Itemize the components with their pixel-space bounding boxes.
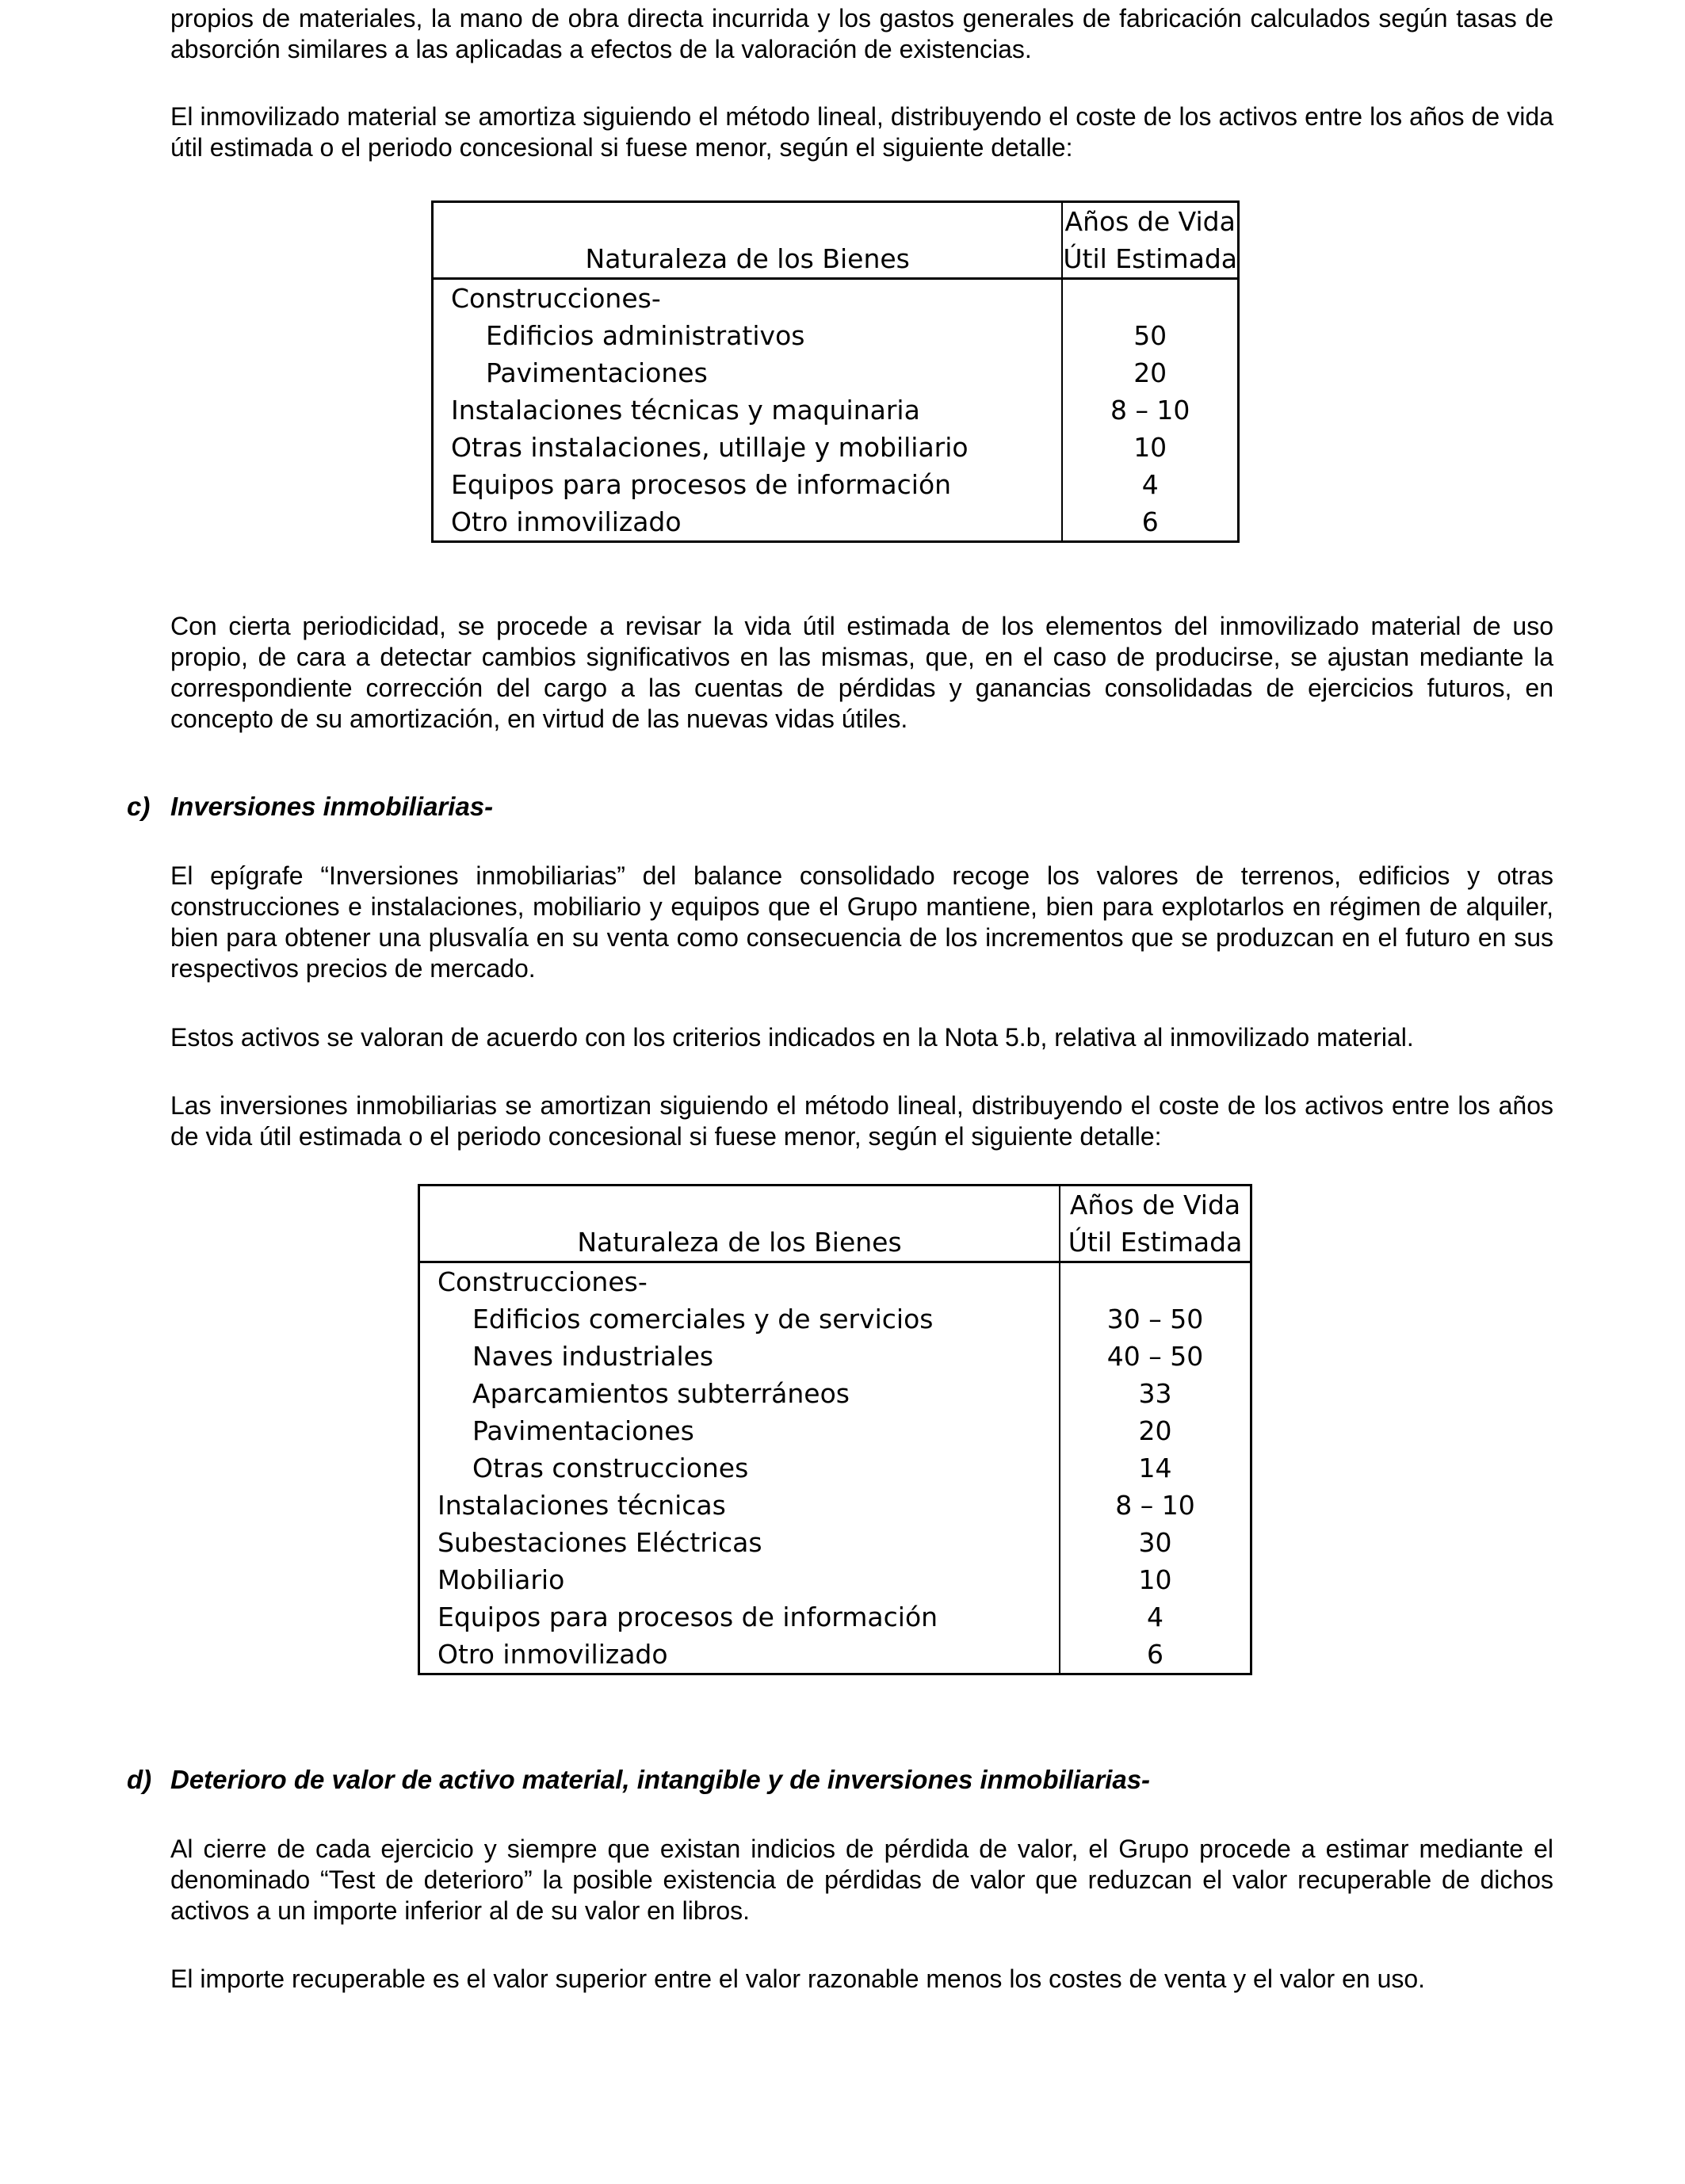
asset-years: 20 bbox=[1133, 357, 1167, 388]
asset-name: Mobiliario bbox=[419, 1561, 1060, 1598]
header-years-line1: Años de Vida bbox=[1064, 206, 1236, 237]
table-row bbox=[433, 354, 1239, 391]
section-heading-c bbox=[127, 791, 493, 823]
paragraph-valuation-criteria: Estos activos se valoran de acuerdo con los criterios indicados en la Nota 5.b, relativa al inmovilizado material. bbox=[170, 1023, 1414, 1052]
table-row bbox=[419, 1412, 1251, 1449]
useful-life-table-investment-property bbox=[418, 1184, 1252, 1675]
asset-years: 50 bbox=[1133, 320, 1167, 351]
asset-years: 6 bbox=[1147, 1639, 1163, 1670]
asset-name: Otro inmovilizado bbox=[419, 1636, 1060, 1674]
asset-name: Instalaciones técnicas bbox=[419, 1487, 1060, 1524]
paragraph-periodic-review: Con cierta periodicidad, se procede a revisar la vida útil estimada de los elementos del inmovilizado material de uso propio, de cara a detectar cambios significativos en las mismas, que, en el caso de producirse, se ajustan mediante la correspondiente corrección del cargo a las cuentas de pérdidas y ganancias consolidadas de ejercicios futuros, en concepto de su amortización, en virtud de las nuevas vidas útiles. bbox=[170, 612, 1553, 733]
section-title-d: Deterioro de valor de activo material, intangible y de inversiones inmobiliarias- bbox=[170, 1765, 1151, 1794]
table-row bbox=[433, 317, 1239, 354]
column-header-useful-life bbox=[1060, 1186, 1251, 1262]
asset-years: 8 – 10 bbox=[1110, 395, 1190, 426]
asset-name: Equipos para procesos de información bbox=[419, 1598, 1060, 1636]
asset-name: Naves industriales bbox=[419, 1338, 1060, 1375]
table-header-row bbox=[419, 1186, 1251, 1262]
asset-name: Pavimentaciones bbox=[419, 1412, 1060, 1449]
table-row bbox=[433, 279, 1239, 318]
useful-life-table-tangible-assets bbox=[431, 200, 1240, 543]
asset-name: Subestaciones Eléctricas bbox=[419, 1524, 1060, 1561]
asset-years: 30 – 50 bbox=[1106, 1304, 1204, 1334]
column-header-useful-life bbox=[1062, 202, 1238, 279]
table-row bbox=[433, 429, 1239, 466]
asset-years: 4 bbox=[1147, 1602, 1163, 1632]
table-row bbox=[419, 1598, 1251, 1636]
asset-years: 14 bbox=[1138, 1453, 1172, 1483]
asset-name: Equipos para procesos de información bbox=[433, 466, 1063, 503]
table-row bbox=[419, 1338, 1251, 1375]
header-years-line2: Útil Estimada bbox=[1068, 1227, 1243, 1258]
asset-years: 33 bbox=[1138, 1378, 1172, 1409]
table-row bbox=[419, 1561, 1251, 1598]
asset-name: Edificios administrativos bbox=[433, 317, 1063, 354]
paragraph-investment-depreciation: Las inversiones inmobiliarias se amortizan siguiendo el método lineal, distribuyendo el coste de los activos entre los años de vida útil estimada o el periodo concesional si fuese menor, según el siguiente detalle: bbox=[170, 1091, 1553, 1151]
asset-name: Otras construcciones bbox=[419, 1449, 1060, 1487]
paragraph-recoverable-amount: El importe recuperable es el valor superior entre el valor razonable menos los costes de venta y el valor en uso. bbox=[170, 1964, 1426, 1993]
table-row bbox=[419, 1375, 1251, 1412]
header-years-line2: Útil Estimada bbox=[1063, 243, 1237, 274]
asset-years: 4 bbox=[1141, 469, 1159, 500]
table-row bbox=[433, 503, 1239, 542]
column-header-asset-nature: Naturaleza de los Bienes bbox=[433, 202, 1063, 279]
header-years-line1: Años de Vida bbox=[1069, 1189, 1241, 1220]
table-row bbox=[419, 1449, 1251, 1487]
asset-years: 10 bbox=[1133, 432, 1167, 463]
table-row bbox=[433, 391, 1239, 429]
asset-name: Aparcamientos subterráneos bbox=[419, 1375, 1060, 1412]
table-row bbox=[419, 1300, 1251, 1338]
table-row bbox=[419, 1524, 1251, 1561]
table-header-row bbox=[433, 202, 1239, 279]
asset-years bbox=[1060, 1262, 1251, 1301]
asset-years bbox=[1062, 279, 1238, 318]
paragraph-depreciation-method: El inmovilizado material se amortiza siguiendo el método lineal, distribuyendo el coste de los activos entre los años de vida útil estimada o el periodo concesional si fuese menor, según el siguiente detalle: bbox=[170, 102, 1553, 162]
asset-years: 10 bbox=[1138, 1564, 1172, 1595]
asset-name: Instalaciones técnicas y maquinaria bbox=[433, 391, 1063, 429]
asset-name: Pavimentaciones bbox=[433, 354, 1063, 391]
table-row bbox=[433, 466, 1239, 503]
section-heading-d bbox=[127, 1764, 1150, 1796]
paragraph-investment-property-definition: El epígrafe “Inversiones inmobiliarias” del balance consolidado recoge los valores de terrenos, edificios y otras construcciones e instalaciones, mobiliario y equipos que el Grupo mantiene, bien para explotarlos en régimen de alquiler, bien para obtener una plusvalía en su venta como consecuencia de los incrementos que se produzcan en el futuro en sus respectivos precios de mercado. bbox=[170, 861, 1553, 983]
table-row bbox=[419, 1262, 1251, 1301]
section-letter-d: d) bbox=[127, 1765, 152, 1794]
column-header-asset-nature: Naturaleza de los Bienes bbox=[419, 1186, 1060, 1262]
section-title-c: Inversiones inmobiliarias- bbox=[170, 792, 494, 821]
paragraph-materials-cost: propios de materiales, la mano de obra directa incurrida y los gastos generales de fabricación calculados según tasas de absorción similares a las aplicadas a efectos de la valoración de existencias. bbox=[170, 4, 1553, 63]
asset-years: 8 – 10 bbox=[1115, 1490, 1195, 1521]
asset-name: Edificios comerciales y de servicios bbox=[419, 1300, 1060, 1338]
asset-name: Construcciones- bbox=[433, 279, 1063, 318]
asset-name: Construcciones- bbox=[419, 1262, 1060, 1301]
asset-years: 30 bbox=[1138, 1527, 1172, 1558]
section-letter-c: c) bbox=[127, 792, 151, 821]
paragraph-impairment-test: Al cierre de cada ejercicio y siempre que existan indicios de pérdida de valor, el Grupo procede a estimar mediante el denominado “Test de deterioro” la posible existencia de pérdidas de valor que reduzcan el valor recuperable de dichos activos a un importe inferior al de su valor en libros. bbox=[170, 1835, 1553, 1925]
asset-name: Otro inmovilizado bbox=[433, 503, 1063, 542]
table-row bbox=[419, 1636, 1251, 1674]
asset-years: 20 bbox=[1138, 1415, 1172, 1446]
asset-years: 6 bbox=[1141, 506, 1159, 537]
table-row bbox=[419, 1487, 1251, 1524]
asset-years: 40 – 50 bbox=[1106, 1341, 1204, 1372]
asset-name: Otras instalaciones, utillaje y mobiliario bbox=[433, 429, 1063, 466]
